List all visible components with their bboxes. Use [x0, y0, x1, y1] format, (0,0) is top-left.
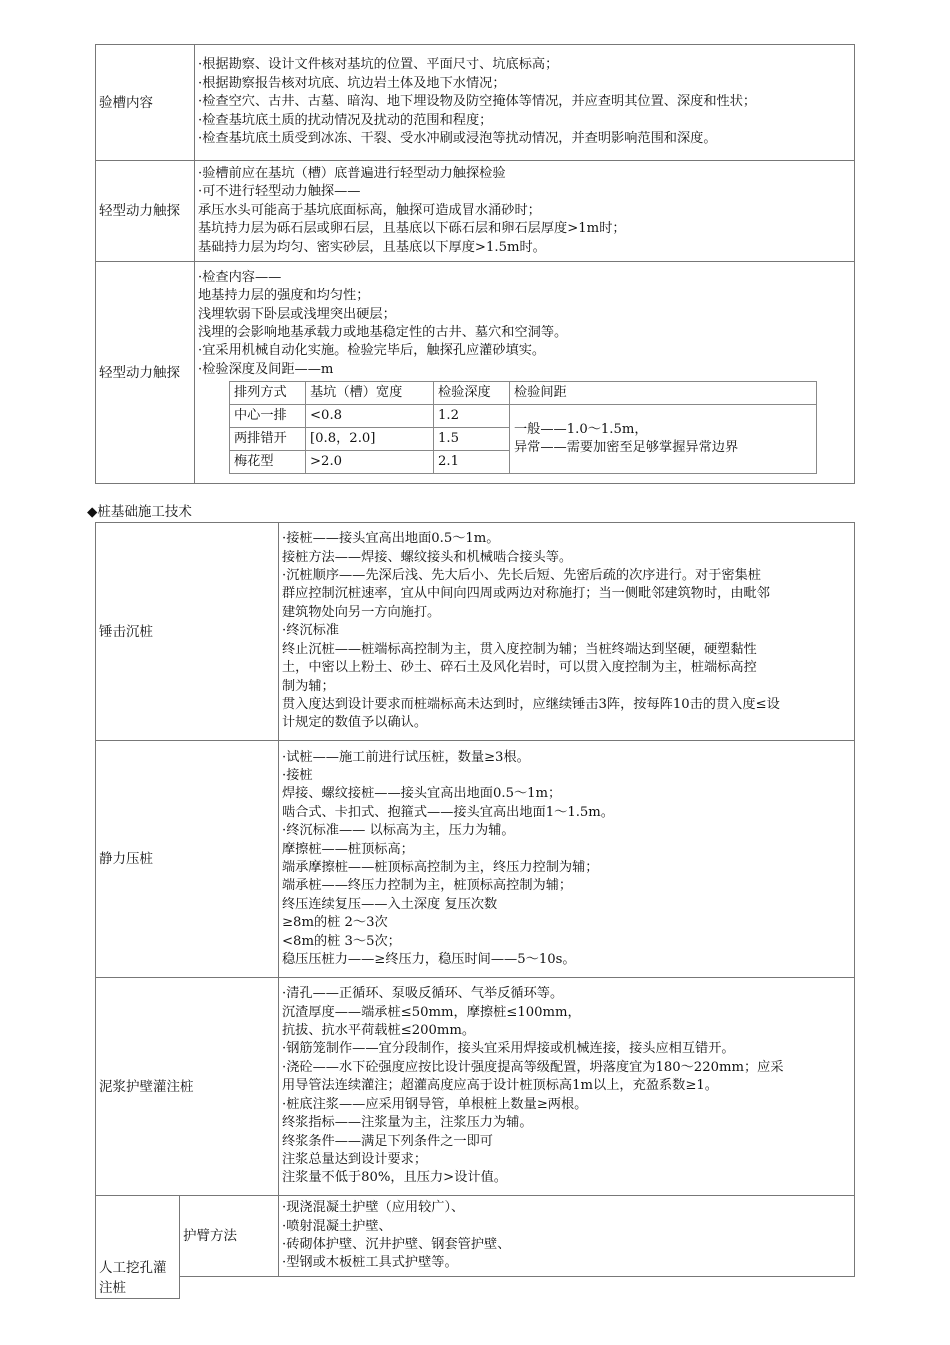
text-line: 注浆量不低于80%，且压力>设计值。: [282, 1170, 507, 1186]
row-label: 轻型动力触探: [96, 161, 195, 262]
text-line: ·检查基坑底土质受到冰冻、干裂、受水冲刷或浸泡等扰动情况，并查明影响范围和深度。: [198, 131, 717, 147]
text-line: 焊接、螺纹接桩——接头宜高出地面0.5～1m；: [282, 786, 562, 802]
text-line: ·试桩——施工前进行试压桩，数量≥3根。: [282, 749, 530, 765]
text-line: 承压水头可能高于基坑底面标高，触探可造成冒水涌砂时；: [198, 202, 541, 218]
text-line: 一般——1.0～1.5m，: [514, 421, 648, 437]
table-row: [96, 741, 855, 978]
text-line: 终浆条件——满足下列条件之一即可: [282, 1133, 493, 1149]
depth-spacing-table: [229, 381, 817, 474]
text-line: ·终沉标准—— 以标高为主，压力为辅。: [282, 823, 515, 839]
text-line: ·终沉标准: [282, 623, 339, 639]
text-line: 基础持力层为均匀、密实砂层，且基底以下厚度>1.5m时。: [198, 239, 546, 255]
text-line: 摩擦桩——桩顶标高；: [282, 841, 414, 857]
table-row: [96, 1196, 855, 1277]
text-line: 建筑物处向另一方向施打。: [282, 604, 441, 620]
table-cell: 2.1: [434, 451, 510, 474]
text-line: ·根据勘察、设计文件核对基坑的位置、平面尺寸、坑底标高；: [198, 57, 559, 73]
text-line: 土，中密以上粉土、砂土、碎石土及风化岩时，可以贯入度控制为主，桩端标高控: [282, 660, 757, 676]
text-line: 稳压压桩力——≥终压力，稳压时间——5～10s。: [282, 952, 576, 968]
table-cell: 两排错开: [230, 428, 306, 451]
text-line: ·喷射混凝土护壁、: [282, 1218, 392, 1234]
text-line: 终止沉桩——桩端标高控制为主，贯入度控制为辅；当桩终端达到坚硬，硬塑黏性: [282, 641, 757, 657]
row-label: 验槽内容: [96, 45, 195, 161]
table-cell: <0.8: [306, 405, 434, 428]
column-header: 基坑（槽）宽度: [306, 382, 434, 405]
text-line: ·可不进行轻型动力触探——: [198, 184, 361, 200]
text-line: ·检查空穴、古井、古墓、暗沟、地下埋设物及防空掩体等情况，并应查明其位置、深度和性状；: [198, 94, 757, 110]
text-line: ·检查内容——: [198, 269, 282, 285]
column-header: 检验间距: [510, 382, 817, 405]
text-line: 浅埋的会影响地基承载力或地基稳定性的古井、墓穴和空洞等。: [198, 325, 568, 340]
text-line: 浅埋软弱下卧层或浅埋突出硬层；: [198, 306, 396, 322]
row-content: [279, 523, 855, 741]
table-row: [96, 1277, 855, 1299]
pile-foundation-table: [95, 522, 855, 1299]
table-header-row: [230, 382, 817, 405]
table-cell: 1.2: [434, 405, 510, 428]
table-row: [96, 262, 855, 484]
table-row: [96, 978, 855, 1196]
text-line: <8m的桩 3～5次；: [282, 933, 401, 949]
text-line: 终压连续复压——入土深度 复压次数: [282, 896, 498, 912]
sub-row-label: 护臂方法: [180, 1196, 279, 1277]
row-label: [96, 1196, 180, 1299]
table-cell: [0.8，2.0]: [306, 428, 434, 451]
row-content: [279, 741, 855, 978]
table-cell: 中心一排: [230, 405, 306, 428]
text-line: ·沉桩顺序——先深后浅、先大后小、先长后短、先密后疏的次序进行。对于密集桩: [282, 568, 761, 584]
row-content: [279, 1196, 855, 1277]
text-line: 基坑持力层为砾石层或卵石层，且基底以下砾石层和卵石层厚度>1m时；: [198, 221, 626, 237]
inspection-table: [95, 44, 855, 484]
row-content: [195, 161, 855, 262]
text-line: 贯入度达到设计要求而桩端标高未达到时，应继续锤击3阵，按每阵10击的贯入度≤设: [282, 696, 780, 712]
table-row: [96, 523, 855, 741]
text-line: ·验槽前应在基坑（槽）底普遍进行轻型动力触探检验: [198, 165, 506, 181]
text-line: 地基持力层的强度和均匀性；: [198, 288, 370, 304]
text-line: ·桩底注浆——应采用钢导管，单根桩上数量≥两根。: [282, 1096, 588, 1112]
text-line: 注浆总量达到设计要求；: [282, 1151, 428, 1167]
row-label: 静力压桩: [96, 741, 279, 978]
text-line: ·钢筋笼制作——宜分段制作，接头宜采用焊接或机械连接，接头应相互错开。: [282, 1041, 735, 1057]
text-line: 啮合式、卡扣式、抱箍式——接头宜高出地面1～1.5m。: [282, 804, 614, 820]
text-line: ·清孔——正循环、泵吸反循环、气举反循环等。: [282, 986, 564, 1002]
text-line: ·砖砌体护壁、沉井护壁、钢套管护壁、: [282, 1237, 511, 1252]
text-line: 抗拔、抗水平荷载桩≤200mm。: [282, 1023, 476, 1039]
table-row: [96, 45, 855, 161]
text-line: 端承摩擦桩——桩顶标高控制为主，终压力控制为辅；: [282, 860, 599, 875]
row-content: [279, 978, 855, 1196]
text-line: ·现浇混凝土护壁（应用较广）、: [282, 1200, 465, 1216]
table-cell: 梅花型: [230, 451, 306, 474]
text-line: ≥8m的桩 2～3次: [282, 915, 388, 931]
row-content: [195, 45, 855, 161]
text-line: ·接桩: [282, 767, 313, 783]
table-cell: >2.0: [306, 451, 434, 474]
text-line: ·型钢或木板桩工具式护壁等。: [282, 1255, 458, 1271]
row-label: 锤击沉桩: [96, 523, 279, 741]
text-line: ·检验深度及间距——m: [198, 361, 334, 377]
text-line: 群应控制沉桩速率，宜从中间向四周或两边对称施打；当一侧毗邻建筑物时，由毗邻: [282, 586, 770, 602]
text-line: ·浇砼——水下砼强度应按比设计强度提高等级配置，坍落度宜为180～220mm；应采: [282, 1059, 784, 1075]
spacing-cell: [510, 405, 817, 474]
text-line: 制为辅；: [282, 678, 335, 694]
column-header: 检验深度: [434, 382, 510, 405]
text-line: ·根据勘察报告核对坑底、坑边岩土体及地下水情况；: [198, 75, 506, 91]
text-line: 用导管法连续灌注；超灌高度应高于设计桩顶标高1m以上，充盈系数≥1。: [282, 1078, 718, 1094]
table-row: [96, 161, 855, 262]
table-row: [230, 405, 817, 428]
table-cell: 1.5: [434, 428, 510, 451]
section-title: ◆桩基础施工技术: [87, 504, 192, 520]
text-line: 接桩方法——焊接、螺纹接头和机械啮合接头等。: [282, 549, 573, 565]
text-line: 沉渣厚度——端承桩≤50mm，摩擦桩≤100mm，: [282, 1004, 581, 1020]
text-line: ·检查基坑底土质的扰动情况及扰动的范围和程度；: [198, 112, 493, 128]
row-label: 泥浆护壁灌注桩: [96, 978, 279, 1196]
column-header: 排列方式: [230, 382, 306, 405]
text-line: ·接桩——接头宜高出地面0.5～1m。: [282, 531, 500, 547]
text-line: 终浆指标——注浆量为主，注浆压力为辅。: [282, 1115, 533, 1131]
row-label: 轻型动力触探: [96, 262, 195, 484]
text-line: 端承桩——终压力控制为主，桩顶标高控制为辅；: [282, 878, 573, 894]
text-line: 计规定的数值予以确认。: [282, 715, 428, 731]
text-line: ·宜采用机械自动化实施。检验完毕后，触探孔应灌砂填实。: [198, 343, 546, 359]
text-line: 异常——需要加密至足够掌握异常边界: [514, 440, 739, 456]
row-content: [195, 262, 855, 484]
row-label-text: 人工挖孔灌注桩: [99, 1260, 167, 1296]
empty-cell: [180, 1277, 855, 1299]
